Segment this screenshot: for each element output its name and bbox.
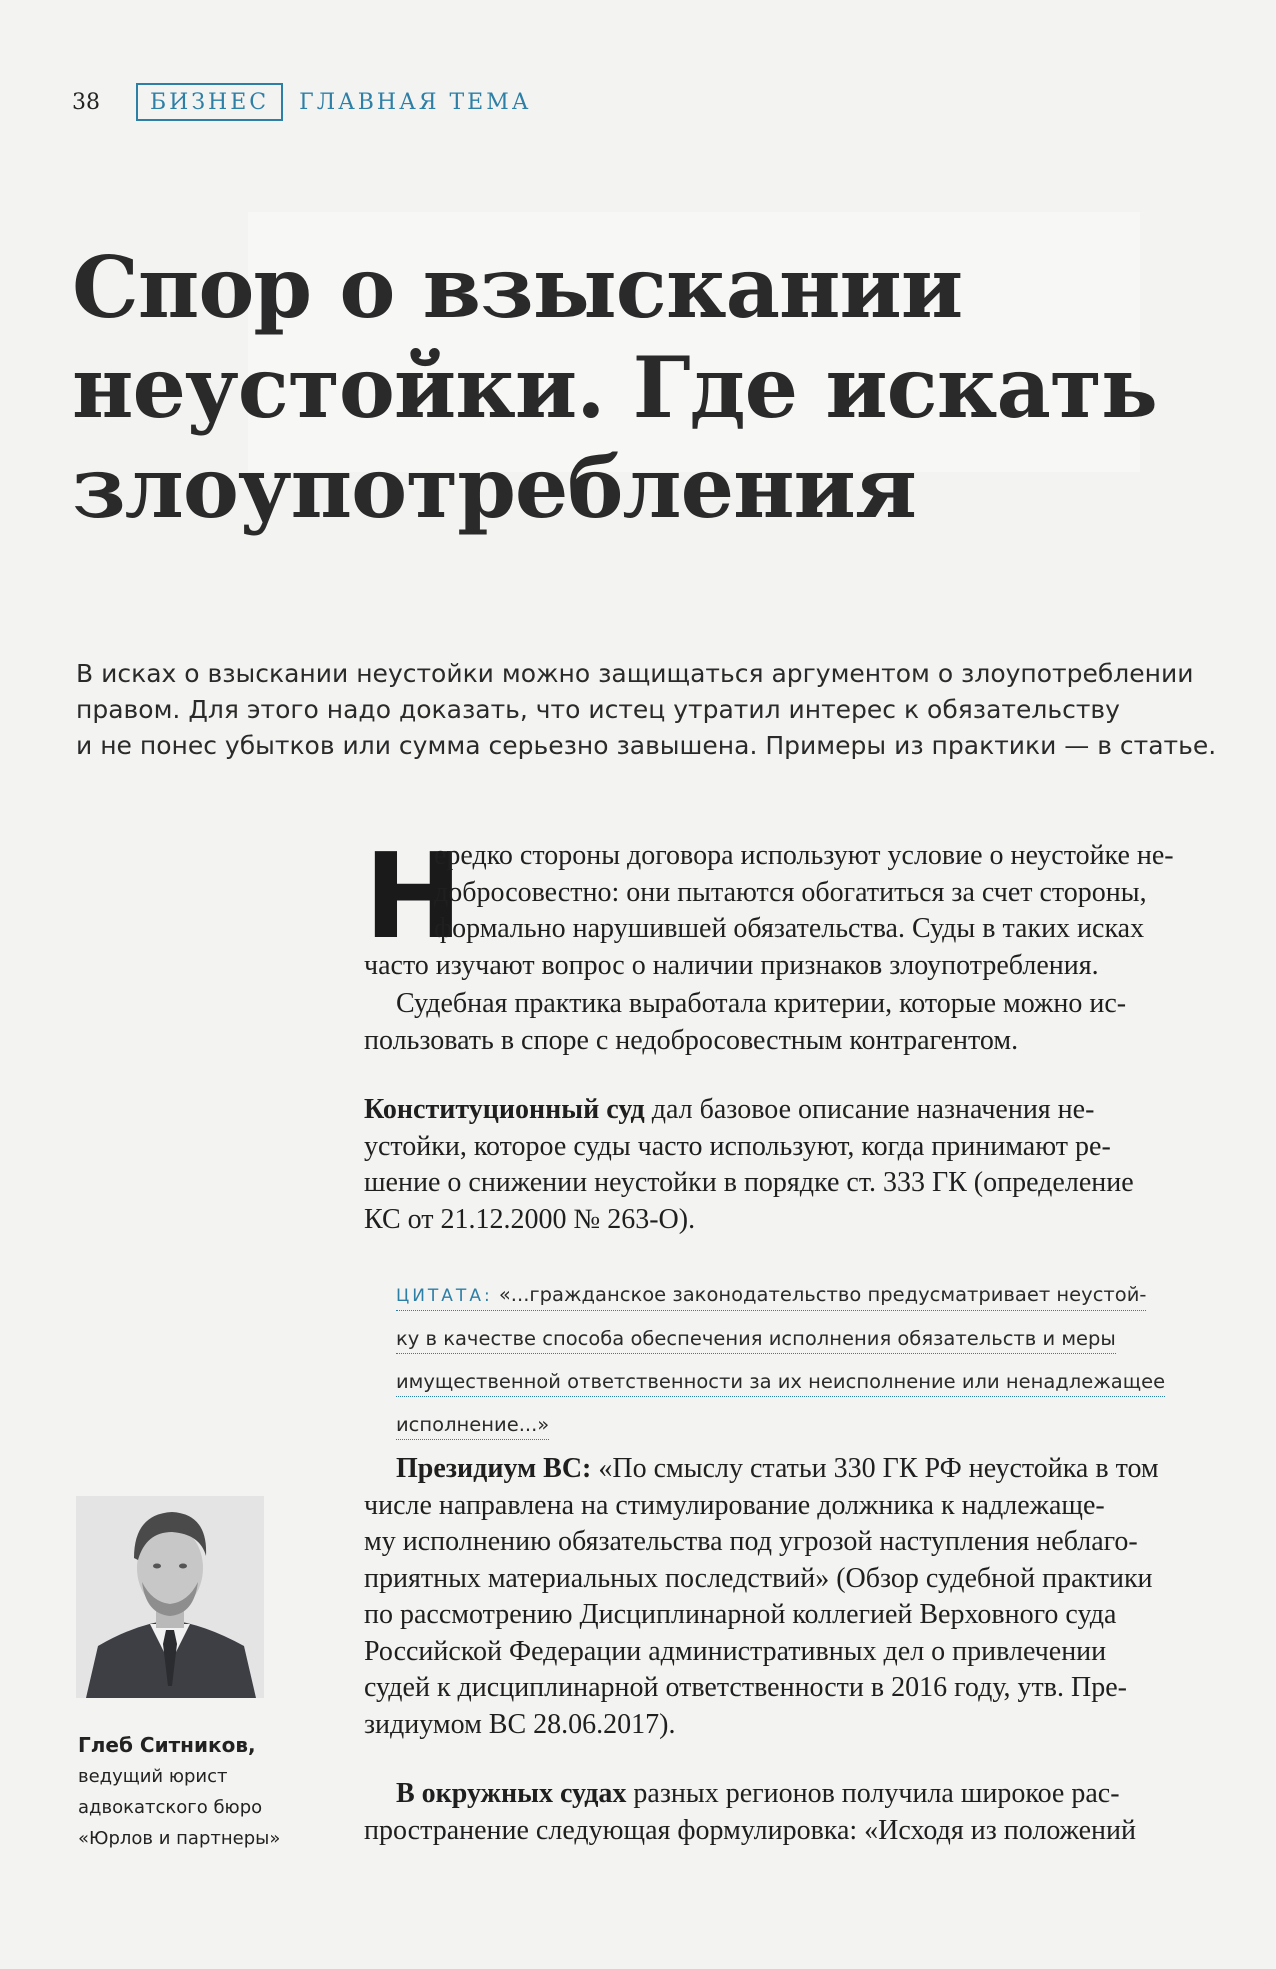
paragraph-intro xyxy=(364,827,1200,984)
paragraph-line: Российской Федерации административных дел о привлечении xyxy=(364,1635,1107,1667)
author-role-line: «Юрлов и партнеры» xyxy=(78,1828,281,1849)
topic-label: ГЛАВНАЯ ТЕМА xyxy=(299,89,532,115)
paragraph-line: добросовестно: они пытаются обогатиться за счет стороны, xyxy=(434,876,1147,908)
page-header xyxy=(72,80,531,124)
citation-line: ку в качестве способа обеспечения исполнения обязательств и меры xyxy=(396,1325,1116,1354)
section-label: БИЗНЕС xyxy=(136,83,283,121)
citation-text: «...гражданское законодательство предусматривает неустой- xyxy=(492,1283,1147,1306)
paragraph-line: пользовать в споре с недобросовестным контрагентом. xyxy=(364,1024,1019,1056)
paragraph-line: КС от 21.12.2000 № 263-О). xyxy=(364,1203,696,1235)
lead-line: правом. Для этого надо доказать, что истец утратил интерес к обязательству xyxy=(76,695,1120,724)
author-name: Глеб Ситников, xyxy=(78,1733,256,1757)
paragraph-line: Судебная практика выработала критерии, которые можно ис- xyxy=(396,988,1127,1019)
lead-line: и не понес убытков или сумма серьезно завышена. Примеры из практики — в статье. xyxy=(76,731,1217,760)
article-lead xyxy=(76,656,1217,764)
citation-block xyxy=(396,1276,1176,1449)
paragraph-line: ередко стороны договора используют условие о неустойке не- xyxy=(434,840,1174,871)
paragraph-line: часто изучают вопрос о наличии признаков злоупотребления. xyxy=(364,949,1099,981)
paragraph-line: пространение следующая формулировка: «Исходя из положений xyxy=(364,1814,1137,1846)
paragraph-line: приятных материальных последствий» (Обзор судебной практики xyxy=(364,1562,1153,1594)
paragraph-line: по рассмотрению Дисциплинарной коллегией Верховного суда xyxy=(364,1599,1117,1630)
citation-line: имущественной ответственности за их неисполнение или ненадлежащее xyxy=(396,1368,1165,1397)
article-title xyxy=(72,238,1172,538)
paragraph-constitutional-court xyxy=(364,1092,1200,1238)
paragraph-practice xyxy=(364,986,1200,1059)
bold-lead-in: Конституционный суд xyxy=(364,1094,645,1125)
citation-label: ЦИТАТА: xyxy=(396,1286,493,1306)
bold-lead-in: Президиум ВС: xyxy=(396,1453,592,1484)
paragraph-line: устойки, которое суды часто используют, когда принимают ре- xyxy=(364,1130,1111,1162)
drop-cap: Н xyxy=(364,827,463,965)
title-line: неустойки. Где искать xyxy=(72,338,1157,437)
paragraph-text: «По смыслу статьи 330 ГК РФ неустойка в том xyxy=(591,1453,1159,1484)
paragraph-line: му исполнению обязательства под угрозой наступления неблаго- xyxy=(364,1526,1138,1557)
title-line: злоупотребления xyxy=(72,438,916,537)
paragraph-line: формально нарушившей обязательства. Суды в таких исках xyxy=(434,913,1145,944)
page-number: 38 xyxy=(72,89,100,115)
author-photo xyxy=(76,1496,264,1698)
paragraph-district-courts xyxy=(364,1776,1200,1849)
paragraph-presidium xyxy=(364,1451,1200,1743)
paragraph-line: зидиумом ВС 28.06.2017). xyxy=(364,1708,676,1740)
paragraph-text: дал базовое описание назначения не- xyxy=(644,1094,1095,1125)
citation-line: исполнение...» xyxy=(396,1411,549,1440)
paragraph-line: числе направлена на стимулирование должника к надлежаще- xyxy=(364,1489,1105,1521)
paragraph-line: судей к дисциплинарной ответственности в 2016 году, утв. Пре- xyxy=(364,1672,1127,1703)
author-portrait-image xyxy=(76,1496,264,1698)
paragraph-line: шение о снижении неустойки в порядке ст. 333 ГК (определение xyxy=(364,1167,1134,1198)
author-info xyxy=(78,1730,318,1854)
lead-line: В исках о взыскании неустойки можно защищаться аргументом о злоупотреблении xyxy=(76,659,1194,688)
paragraph-text: разных регионов получила широкое рас- xyxy=(626,1778,1120,1809)
author-role-line: адвокатского бюро xyxy=(78,1797,263,1818)
author-role-line: ведущий юрист xyxy=(78,1766,228,1787)
title-line: Спор о взыскании xyxy=(72,238,963,337)
bold-lead-in: В окружных судах xyxy=(396,1778,627,1809)
